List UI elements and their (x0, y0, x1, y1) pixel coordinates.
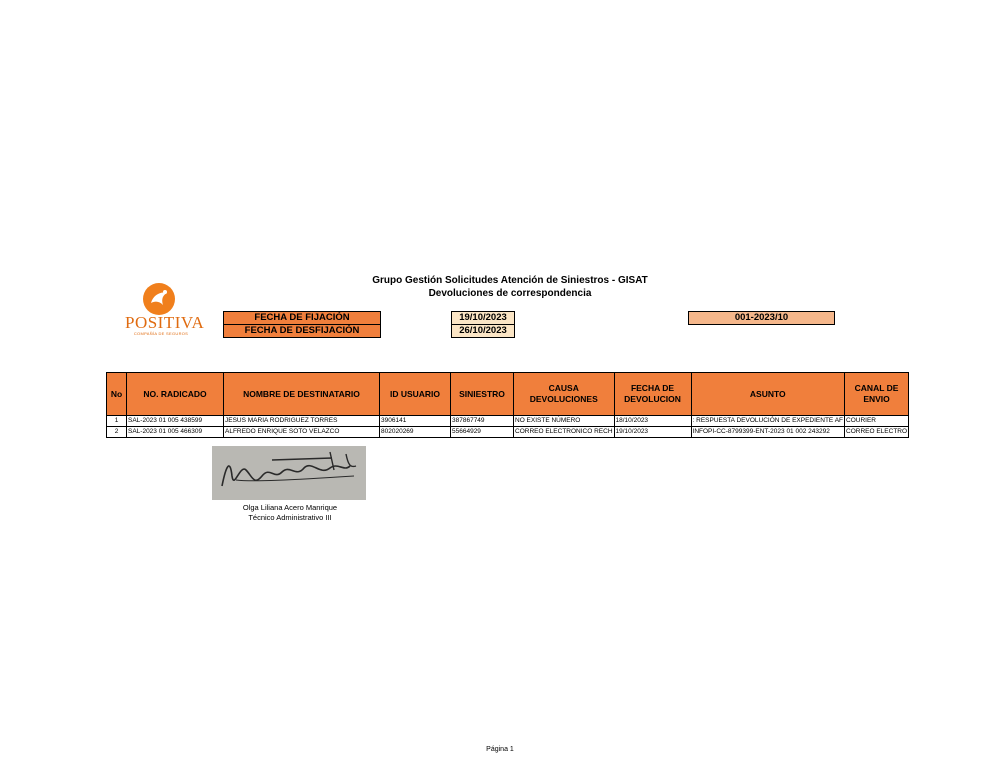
col-header-radicado: NO. RADICADO (127, 373, 224, 416)
fecha-desfijacion-value: 26/10/2023 (451, 324, 515, 338)
table-row (107, 416, 909, 427)
signature-image (212, 446, 366, 500)
col-header-no: No (107, 373, 127, 416)
cell-no: 2 (107, 427, 127, 438)
positiva-logo (125, 283, 205, 339)
cell-causa: CORREO ELECTRONICO RECH (514, 427, 615, 438)
cell-id-usuario: 3906141 (380, 416, 451, 427)
logo-wordmark: POSITIVA (125, 313, 205, 332)
cell-canal: CORREO ELECTRO (845, 427, 909, 438)
cell-siniestro: 55664929 (451, 427, 514, 438)
cell-causa: NO EXISTE NÚMERO (514, 416, 615, 427)
fecha-fijacion-label: FECHA DE FIJACIÓN (223, 311, 381, 325)
cell-canal: COURIER (845, 416, 909, 427)
document-code: 001-2023/10 (688, 311, 835, 325)
cell-destinatario: ALFREDO ENRIQUE SOTO VELAZCO (224, 427, 380, 438)
cell-radicado: SAL-2023 01 005 438599 (127, 416, 224, 427)
cell-fecha-devolucion: 18/10/2023 (614, 416, 691, 427)
col-header-fecha-devolucion: FECHA DE DEVOLUCION (614, 373, 691, 416)
col-header-canal: CANAL DE ENVIO (845, 373, 909, 416)
cell-asunto: : RESPUESTA DEVOLUCIÓN DE EXPEDIENTE AF (691, 416, 845, 427)
page-number: Página 1 (486, 746, 514, 753)
cell-id-usuario: 802020269 (380, 427, 451, 438)
col-header-asunto: ASUNTO (691, 373, 845, 416)
cell-fecha-devolucion: 19/10/2023 (614, 427, 691, 438)
col-header-causa: CAUSA DEVOLUCIONES (514, 373, 615, 416)
report-subtitle: Devoluciones de correspondencia (428, 288, 592, 299)
signatory-name: Olga Liliana Acero Manrique (242, 503, 338, 512)
col-header-id-usuario: ID USUARIO (380, 373, 451, 416)
logo-emblem-icon (143, 283, 175, 315)
col-header-siniestro: SINIESTRO (451, 373, 514, 416)
fecha-fijacion-value: 19/10/2023 (451, 311, 515, 325)
devoluciones-table (106, 372, 909, 438)
cell-no: 1 (107, 416, 127, 427)
signatory-role: Técnico Administrativo III (248, 513, 332, 522)
cell-radicado: SAL-2023 01 005 466309 (127, 427, 224, 438)
logo-tagline: COMPAÑÍA DE SEGUROS (133, 331, 189, 336)
cell-destinatario: JESUS MARIA RODRIGUEZ TORRES (224, 416, 380, 427)
report-title: Grupo Gestión Solicitudes Atención de Siniestros - GISAT (372, 275, 648, 286)
table-header-row (107, 373, 909, 416)
cell-asunto: INFOPI-CC-8799399-ENT-2023 01 002 243292 (691, 427, 845, 438)
cell-siniestro: 387867749 (451, 416, 514, 427)
col-header-destinatario: NOMBRE DE DESTINATARIO (224, 373, 380, 416)
fecha-desfijacion-label: FECHA DE DESFIJACIÓN (223, 324, 381, 338)
table-row (107, 427, 909, 438)
